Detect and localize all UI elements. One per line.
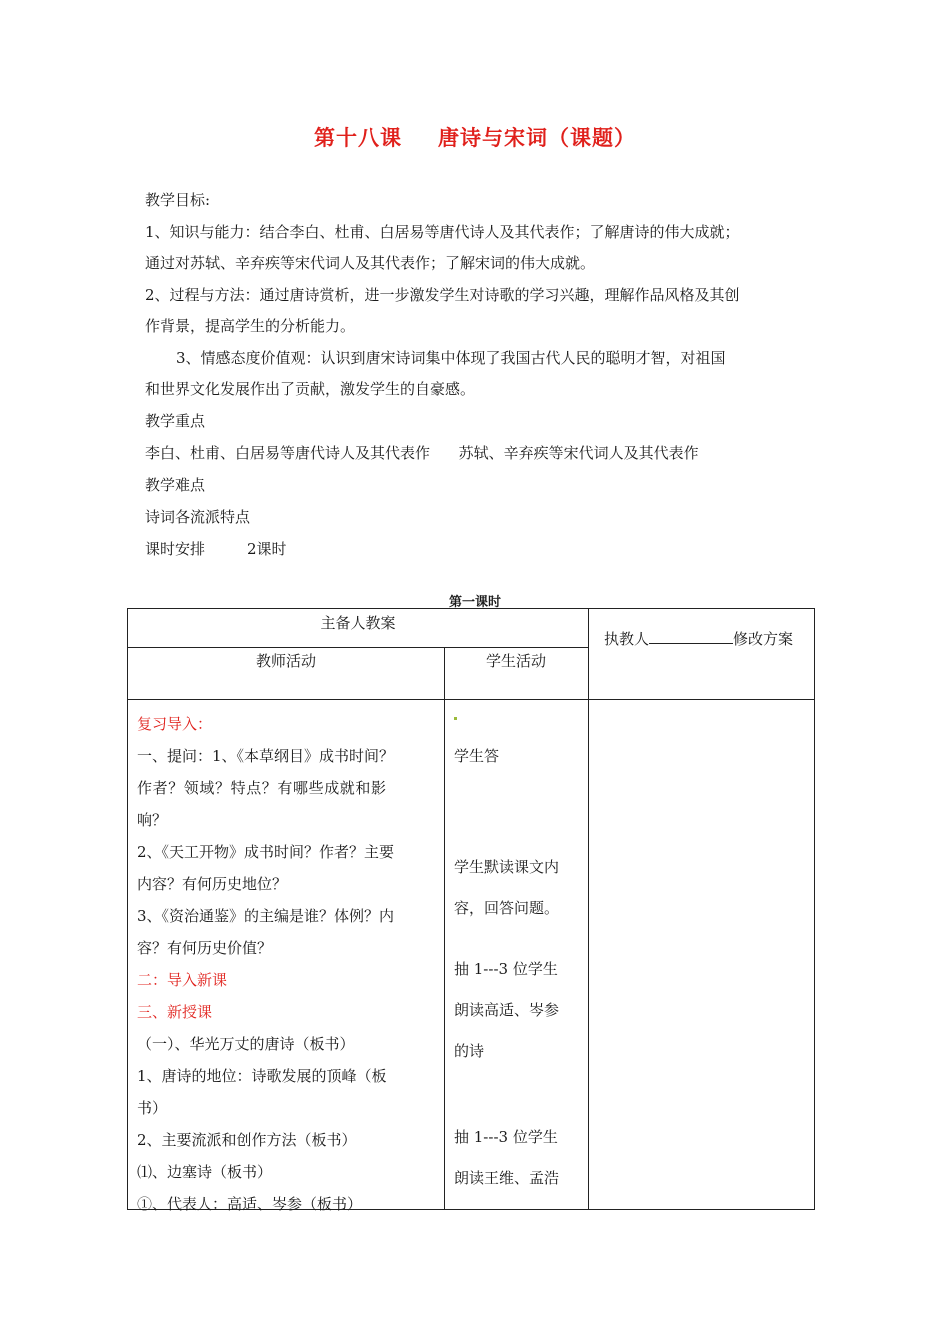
lesson-number: 第十八课: [314, 126, 402, 150]
student-line-8: 朗读王维、孟浩: [454, 1169, 560, 1187]
student-line-6: 的诗: [454, 1042, 485, 1060]
teacher-line-9: 二：导入新课: [137, 971, 228, 989]
student-line-3: 容，回答问题。: [454, 899, 560, 917]
lesson-plan-table: [127, 608, 815, 1213]
schedule-label: 课时安排: [145, 540, 206, 558]
lesson-topic: 唐诗与宋词（课题）: [438, 126, 636, 150]
executor-label: 执教人: [604, 630, 650, 648]
teacher-line-2: 一、提问：1、《本草纲目》成书时间？: [137, 747, 395, 765]
teacher-line-12: 1、唐诗的地位：诗歌发展的顶峰（板: [137, 1067, 387, 1085]
objective-3-line-1: 3、情感态度价值观：认识到唐宋诗词集中体现了我国古代人民的聪明才智，对祖国: [176, 349, 726, 367]
teacher-line-7: 3、《资治通鉴》的主编是谁？体例？内: [137, 907, 395, 925]
table-divider-header: [128, 699, 814, 700]
marker-dot: [454, 717, 457, 720]
schedule-value: 2课时: [247, 540, 287, 558]
teacher-line-6: 内容？有何历史地位？: [137, 875, 288, 893]
teacher-line-16: ①、代表人：高适、岑参（板书）: [137, 1195, 363, 1213]
difficulty-text: 诗词各流派特点: [145, 508, 251, 526]
header-teacher-activity: 教师活动: [255, 652, 316, 670]
lesson-title: [0, 122, 950, 152]
schedule-row: [145, 539, 287, 559]
student-line-1: 学生答: [454, 747, 500, 765]
teacher-line-14: 2、主要流派和创作方法（板书）: [137, 1131, 357, 1149]
header-executor: [604, 629, 793, 649]
teacher-line-1: 复习导入：: [137, 715, 213, 733]
objective-2-line-1: 2、过程与方法：通过唐诗赏析，进一步激发学生对诗歌的学习兴趣，理解作品风格及其创: [145, 286, 740, 304]
objective-1-line-1: 1、知识与能力：结合李白、杜甫、白居易等唐代诗人及其代表作；了解唐诗的伟大成就；: [145, 223, 740, 241]
section-title: 第一课时: [448, 595, 501, 610]
student-line-4: 抽 1---3 位学生: [454, 960, 558, 978]
student-line-5: 朗读高适、岑参: [454, 1001, 560, 1019]
teacher-line-10: 三、新授课: [137, 1003, 213, 1021]
objectives-heading: 教学目标:: [145, 191, 211, 209]
objective-2-line-2: 作背景，提高学生的分析能力。: [145, 317, 356, 335]
teacher-line-4: 响？: [137, 811, 168, 829]
table-divider-subhead: [128, 647, 588, 648]
teacher-line-11: （一）、华光万丈的唐诗（板书）: [137, 1035, 355, 1053]
key-points-text: 李白、杜甫、白居易等唐代诗人及其代表作 苏轼、辛弃疾等宋代词人及其代表作: [145, 444, 699, 462]
teacher-line-3: 作者？领域？特点？有哪些成就和影: [137, 779, 387, 797]
teacher-line-13: 书）: [137, 1099, 168, 1117]
executor-blank: [649, 629, 733, 644]
teacher-line-15: ⑴、边塞诗（板书）: [137, 1163, 273, 1181]
objective-1-line-2: 通过对苏轼、辛弃疾等宋代词人及其代表作；了解宋词的伟大成就。: [145, 254, 596, 272]
teacher-line-5: 2、《天工开物》成书时间？作者？主要: [137, 843, 395, 861]
header-main-plan: 主备人教案: [320, 614, 396, 632]
objective-3-line-2: 和世界文化发展作出了贡献，激发学生的自豪感。: [145, 380, 476, 398]
student-line-7: 抽 1---3 位学生: [454, 1128, 558, 1146]
table-divider-middle: [444, 647, 445, 1209]
teacher-line-8: 容？有何历史价值？: [137, 939, 273, 957]
key-points-heading: 教学重点: [145, 412, 206, 430]
difficulty-heading: 教学难点: [145, 476, 206, 494]
revision-label: 修改方案: [733, 630, 794, 648]
header-student-activity: 学生活动: [485, 652, 546, 670]
student-line-2: 学生默读课文内: [454, 858, 560, 876]
